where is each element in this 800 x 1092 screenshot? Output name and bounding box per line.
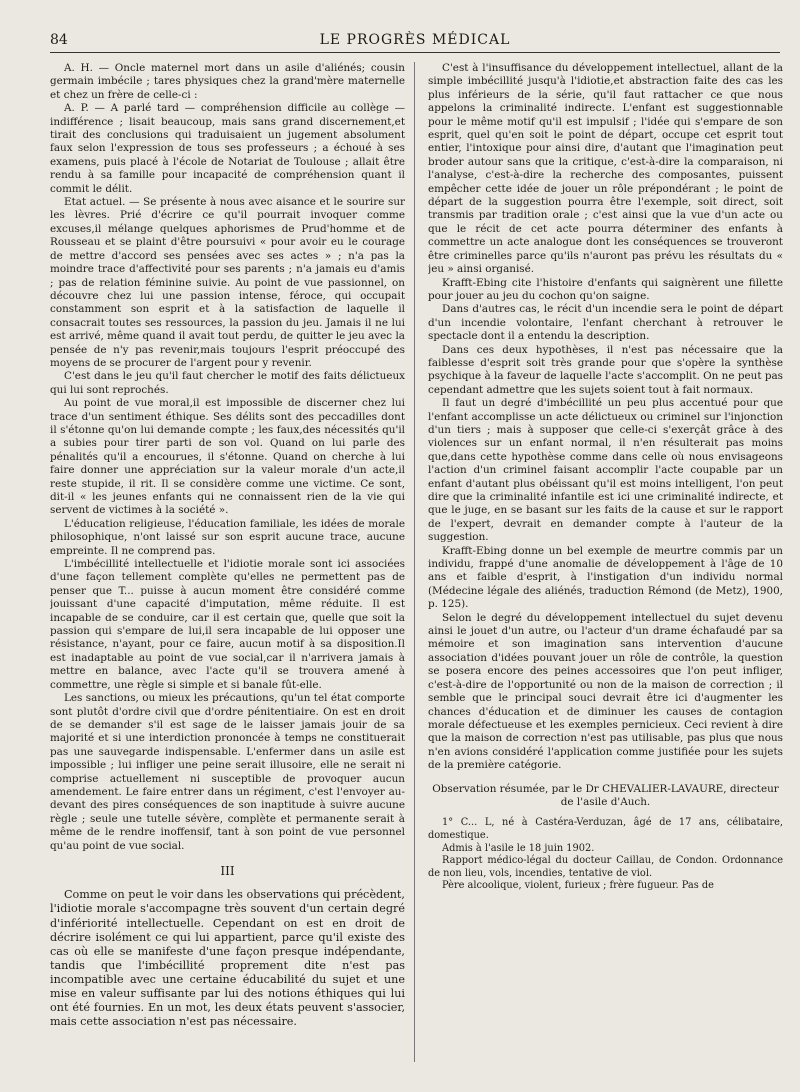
observation-line: Père alcoolique, violent, furieux ; frère fugueur. Pas de — [442, 880, 714, 892]
paragraph: Il faut un degré d'imbécillité un peu plus accentué pour que l'enfant accomplisse un acte délictueux ou criminel sur l'injonction d'un tiers ; mais à supposer que celle-ci s'exerçât grâce à des violences sur un enfant normal, il n'en résulterait pas moins que,dans cette hypothèse comme dans celle où nous envisageons l'action d'un criminel faisant accomplir l'acte coupable par un enfant d'autant plus obéissant qu'il est moins intelligent, l'on peut dire que la criminalité infantile est ici une criminalité indirecte, et que le juge, en se basant sur les faits de la cause et sur le rapport de l'expert, devrait en demander compte à l'auteur de la suggestion. — [428, 397, 783, 544]
page-number: 84 — [50, 32, 68, 48]
paragraph: Krafft-Ebing donne un bel exemple de meurtre commis par un individu, frappé d'une anomalie de développement à l'âge de 10 ans et faible d'esprit, à l'instigation d'un individu normal (Médecine légale des aliénés, traduction Rémond (de Metz), 1900, p. 125). — [428, 544, 783, 611]
journal-title: LE PROGRÈS MÉDICAL — [319, 32, 511, 48]
paragraph: A. P. — A parlé tard — compréhension difficile au collège — indifférence ; lisait beaucoup, mais sans grand discernement,et tirait des conclusions qui traduisaient un jugement absolument faux selon l'expression de tous ses professeurs ; a échoué à ses examens, puis placé à l'école de Notariat de Toulouse ; allait être rendu à sa famille pour incapacité de compréhension quant il commit le délit. — [50, 102, 405, 195]
paragraph: Au point de vue moral,il est impossible de discerner chez lui trace d'un sentiment éthique. Ses délits sont des peccadilles dont il s'étonne qu'on lui demande compte ; les faux,des nécessités qu'il a subies pour tirer parti de son vol. Quand on lui parle des pénalités qu'il a encourues, il s'étonne. Quand on cherche à lui faire donner une appréciation sur la valeur morale d'un acte,il reste stupide, il rit. Il se considère comme une victime. Ce sont, dit-il « les jeunes enfants qui ne connaissent rien de la vie qui servent de victimes à la société ». — [50, 397, 405, 517]
paragraph: Etat actuel. — Se présente à nous avec aisance et le sourire sur les lèvres. Prié d'écrire ce qu'il pourrait invoquer comme excuses,il mélange quelques aphorismes de Prud'homme et de Rousseau et se plaint d'être poursuivi « pour avoir eu le courage de mettre d'accord ses pensées avec ses actes » ; n'a pas la moindre trace d'affectivité pour ses parents ; n'a jamais eu d'amis ; pas de relation féminine suivie. Au point de vue passionnel, on découvre chez lui une passion intense, féroce, qui occupait constamment son esprit et à la satisfaction de laquelle il consacrait toutes ses ressources, la passion du jeu. Jamais il ne lui est arrivé, même quand il avait tout perdu, de quitter le jeu avec la pensée de n'y pas revenir,mais toujours l'esprit préoccupé des moyens de se procurer de l'argent pour y revenir. — [50, 196, 405, 369]
paragraph: Selon le degré du développement intellectuel du sujet devenu ainsi le jouet d'un autre, ou l'acteur d'un drame échafaudé par sa mémoire et son imagination sans intervention d'aucune association d'idées pouvant jouer un rôle de contrôle, la question se posera encore des peines accessoires que l'on peut infliger, c'est-à-dire de l'opportunité ou non de la maison de correction ; il semble que le principal souci devrait être ici d'augmenter les chances d'éducation et de diminuer les causes de contagion morale défectueuse et les exemples pernicieux. Ceci revient à dire que la maison de correction n'est pas utilisable, pas plus que nous n'en avions considéré l'application comme justifiée pour les sujets de la première catégorie. — [428, 611, 783, 772]
section-heading: III — [220, 863, 235, 878]
paragraph: Comme on peut le voir dans les observations qui précèdent, l'idiotie morale s'accompagne très souvent d'un certain degré d'infériorité intellectuelle. Cependant on est en droit de décrire isolément ce qui lui appartient, parce qu'il existe des cas où elle se manifeste d'une façon presque indépendante, tandis que l'imbécillité proprement dite n'est pas incompatible avec une certaine éducabilité du sujet et une mise en valeur suffisante par lui des notions éthiques qui lui ont été fournies. En un mot, les deux états peuvent s'associer, mais cette association n'est pas nécessaire. — [50, 888, 405, 1029]
observation-line: 1° C... L, né à Castéra-Verduzan, âgé de 17 ans, célibataire, domestique. — [428, 817, 783, 841]
paragraph: Dans ces deux hypothèses, il n'est pas nécessaire que la faiblesse d'esprit soit très grande pour que s'opère la synthèse psychique à la faveur de laquelle l'acte s'accomplit. On ne peut pas cependant admettre que les sujets soient tout à fait normaux. — [428, 343, 783, 396]
paragraph: A. H. — Oncle maternel mort dans un asile d'aliénés; cousin germain imbécile ; tares physiques chez la grand'mère maternelle et chez un frère de celle-ci : — [50, 62, 405, 101]
page-header — [50, 28, 780, 53]
observation-line: Admis à l'asile le 18 juin 1902. — [442, 842, 595, 854]
column-divider — [414, 62, 415, 1062]
paragraph: C'est à l'insuffisance du développement intellectuel, allant de la simple imbécillité jusqu'à l'idiotie,et abstraction faite des cas les plus inférieurs de la série, qu'il faut rattacher ce que nous appelons la criminalité indirecte. L'enfant est suggestionnable pour le même motif qu'il est impulsif ; l'idée qui s'empare de son esprit, quel qu'en soit le point de départ, occupe cet esprit tout entier, l'intoxique pour ainsi dire, d'autant que l'imagination peut broder autour sans que la critique, c'est-à-dire la comparaison, ni l'analyse, c'est-à-dire la recherche des composantes, puissent empêcher cette idée de jouer un rôle prépondérant ; le point de départ de la suggestion pourra être l'exemple, soit direct, soit transmis par tradition orale ; c'est ainsi que la vue d'un acte ou que le récit de cet acte pourra déterminer des enfants à commettre un acte analogue dont les conséquences se trouveront être criminelles parce qu'ils n'auront pas prévu les résultats du « jeu » ainsi organisé. — [428, 62, 783, 276]
left-column — [50, 62, 405, 1082]
paragraph: C'est dans le jeu qu'il faut chercher le motif des faits délictueux qui lui sont reprochés. — [50, 370, 405, 396]
paragraph: Dans d'autres cas, le récit d'un incendie sera le point de départ d'un incendie volontaire, l'enfant cherchant à retrouver le spectacle dont il a entendu la description. — [428, 303, 783, 343]
paragraph: L'imbécillité intellectuelle et l'idiotie morale sont ici associées d'une façon tellement complète qu'elles ne permettent pas de penser que T... puisse à aucun moment être considéré comme jouissant d'une capacité d'imputation, même réduite. Il est incapable de se conduire, car il est certain que, quelle que soit la passion qui s'empare de lui,il sera incapable de lui opposer une résistance, n'ayant, pour ce faire, aucun motif à sa disposition.Il est inadaptable au point de vue social,car il n'arrivera jamais à mettre en balance, avec l'acte qu'il se trouvera amené à commettre, une règle si simple et si banale fût-elle. — [50, 558, 405, 691]
observation-title: Observation résumée, par le Dr CHEVALIER-LAVAURE, directeur de l'asile d'Auch. — [432, 782, 779, 808]
paragraph: L'éducation religieuse, l'éducation familiale, les idées de morale philosophique, n'ont laissé sur son esprit aucune trace, aucune empreinte. Il ne comprend pas. — [50, 517, 405, 557]
paragraph: Les sanctions, ou mieux les précautions, qu'un tel état comporte sont plutôt d'ordre civil que d'ordre pénitentiaire. On est en droit de se demander s'il est sage de le laisser jamais jouir de sa majorité et si une interdiction prononcée à temps ne constituerait pas une sauvegarde indispensable. L'enfermer dans un asile est impossible ; lui infliger une peine serait illusoire, elle ne serait ni comprise actuellement ni susceptible de provoquer aucun amendement. Le faire entrer dans un régiment, c'est l'envoyer au-devant des pires conséquences de son inaptitude à suivre aucune règle ; seule une tutelle sévère, complète et permanente serait à même de le rendre inoffensif, tant à son point de vue personnel qu'au point de vue social. — [50, 692, 405, 852]
right-column — [428, 62, 783, 1082]
observation-line: Rapport médico-légal du docteur Caillau, de Condon. Ordonnance de non lieu, vols, incendies, tentative de viol. — [428, 855, 783, 879]
paragraph: Krafft-Ebing cite l'histoire d'enfants qui saignèrent une fillette pour jouer au jeu du cochon qu'on saigne. — [428, 276, 783, 302]
